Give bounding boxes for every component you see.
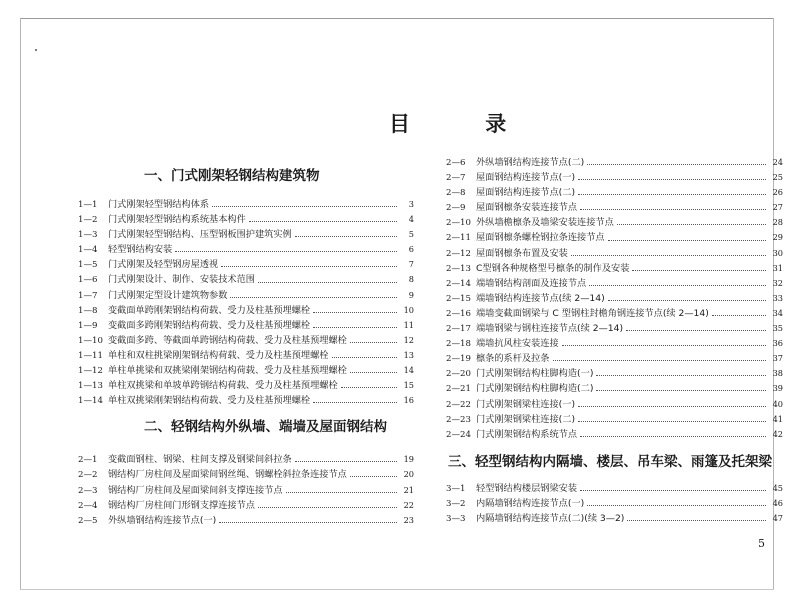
entry-title: 门式刚架钢结构柱脚构造(二) [476, 383, 594, 395]
dot-leader [350, 342, 397, 343]
entry-number: 2—11 [446, 233, 471, 244]
dot-leader [712, 315, 766, 316]
entry-number: 2—4 [78, 500, 98, 511]
entry-page: 15 [403, 380, 414, 391]
toc-entry[interactable] [78, 378, 414, 393]
entry-number: 3—3 [446, 513, 466, 524]
entry-page: 14 [403, 365, 414, 376]
entry-title: 檩条的系杆及拉条 [476, 353, 550, 365]
entry-page: 27 [772, 202, 783, 213]
section-heading-2: 二、轻钢结构外纵墙、端墙及屋面钢结构 [144, 419, 387, 436]
entry-title: 屋面钢檩条布置及安装 [476, 247, 568, 259]
entry-number: 1—4 [78, 245, 98, 256]
toc-entry[interactable] [78, 227, 414, 242]
toc-entry[interactable] [446, 246, 783, 261]
entry-title: 门式刚架轻型钢结构系统基本构件 [108, 214, 246, 226]
toc-entry[interactable] [78, 393, 414, 408]
entry-title: C型钢各种规格型号檩条的制作及安装 [476, 262, 630, 274]
dot-leader [580, 436, 766, 437]
entry-page: 10 [403, 304, 414, 315]
toc-entry[interactable] [446, 351, 783, 366]
toc-entry[interactable] [446, 397, 783, 412]
entry-number: 2—12 [446, 248, 471, 259]
entry-title: 变截面单跨刚架钢结构荷载、受力及柱基预埋螺栓 [108, 304, 311, 316]
dot-leader [608, 300, 766, 301]
entry-title: 内隔墙钢结构连接节点(二)(续 3—2) [476, 512, 625, 524]
entry-title: 门式刚架定型设计建筑物参数 [108, 289, 228, 301]
entry-number: 2—6 [446, 158, 466, 168]
toc-entry[interactable] [78, 363, 414, 378]
toc-entry[interactable] [78, 212, 414, 227]
entry-title: 轻型钢结构安装 [108, 244, 173, 256]
dot-leader [578, 421, 766, 422]
entry-title: 变截面钢柱、钢梁、柱间支撑及钢梁间斜拉条 [108, 454, 292, 466]
dot-leader [258, 282, 397, 283]
toc-entry[interactable] [446, 261, 783, 276]
entry-number: 2—19 [446, 354, 471, 365]
entry-title: 屋面钢檩条安装连接节点 [476, 202, 578, 214]
toc-entry[interactable] [78, 513, 414, 528]
toc-entry[interactable] [446, 336, 783, 351]
entry-number: 1—1 [78, 200, 98, 210]
entry-page: 32 [772, 277, 783, 288]
toc-entry[interactable] [446, 200, 783, 215]
entry-title: 变截面多跨、等截面单跨钢结构荷载、受力及柱基预埋螺栓 [108, 334, 347, 346]
entry-title: 门式刚架设计、制作、安装技术范围 [108, 274, 255, 286]
dot-leader [596, 390, 766, 391]
dot-leader [295, 236, 397, 237]
toc-entry[interactable] [446, 496, 783, 511]
entry-page: 21 [403, 484, 414, 495]
entry-page: 46 [772, 497, 783, 508]
dot-leader [596, 375, 766, 376]
entry-title: 单柱双挑梁和单坡单跨钢结构荷载、受力及柱基预埋螺栓 [108, 380, 338, 392]
entry-page: 31 [772, 262, 783, 273]
entry-page: 47 [772, 512, 783, 523]
dot-leader [221, 266, 397, 267]
entry-page: 3 [408, 199, 414, 209]
entry-number: 1—3 [78, 230, 98, 241]
toc-entry[interactable] [446, 306, 783, 321]
entry-number: 1—14 [78, 396, 103, 407]
dot-leader [617, 224, 766, 225]
dot-leader [580, 209, 766, 210]
section-3-entries [446, 481, 783, 526]
entry-page: 4 [408, 214, 414, 225]
dot-leader [578, 406, 766, 407]
entry-title: 门式刚架钢梁柱连接(二) [476, 413, 576, 425]
dot-leader [626, 330, 766, 331]
entry-number: 3—2 [446, 498, 466, 509]
entry-title: 内隔墙钢结构连接节点(一) [476, 497, 585, 509]
toc-entry[interactable] [78, 318, 414, 333]
toc-left-column [78, 165, 414, 528]
toc-entry[interactable] [446, 155, 783, 170]
entry-page: 25 [772, 172, 783, 183]
entry-number: 2—9 [446, 203, 466, 214]
entry-number: 2—20 [446, 369, 471, 380]
dot-leader [332, 357, 398, 358]
entry-number: 2—3 [78, 485, 98, 496]
dot-leader [350, 476, 397, 477]
entry-number: 2—7 [446, 173, 466, 184]
dot-leader [219, 522, 397, 523]
entry-title: 外纵墙钢结构连接节点(一) [108, 514, 217, 526]
entry-number: 2—1 [78, 455, 98, 466]
dot-leader [627, 520, 766, 521]
entry-number: 2—8 [446, 188, 466, 199]
entry-page: 19 [403, 454, 414, 465]
toc-entry[interactable] [78, 242, 414, 257]
entry-number: 2—14 [446, 278, 471, 289]
entry-page: 8 [408, 274, 414, 285]
dot-leader [230, 297, 397, 298]
entry-number: 2—24 [446, 429, 471, 440]
entry-title: 门式刚架钢结构柱脚构造(一) [476, 368, 594, 380]
entry-title: 门式刚架及轻型钢房屋透视 [108, 259, 219, 271]
dot-leader [608, 240, 766, 241]
dot-leader [580, 490, 766, 491]
entry-title: 端墙钢梁与钢柱连接节点(续 2—14) [476, 323, 624, 335]
dot-leader [258, 507, 397, 508]
entry-page: 16 [403, 395, 414, 406]
toc-entry[interactable] [446, 427, 783, 442]
entry-title: 钢结构厂房柱间门形钢支撑连接节点 [108, 499, 255, 511]
entry-title: 单柱双挑梁刚架钢结构荷载、受力及柱基预埋螺栓 [108, 395, 311, 407]
toc-entry[interactable] [446, 321, 783, 336]
dot-leader [578, 179, 766, 180]
toc-entry[interactable] [78, 483, 414, 498]
entry-number: 1—2 [78, 215, 98, 226]
entry-page: 39 [772, 383, 783, 394]
toc-right-column [446, 155, 783, 526]
dot-leader [313, 402, 397, 403]
toc-entry[interactable] [446, 366, 783, 381]
dot-leader [578, 194, 766, 195]
entry-page: 12 [403, 334, 414, 345]
entry-page: 33 [772, 292, 783, 303]
entry-number: 1—5 [78, 260, 98, 271]
entry-title: 单柱和双柱挑梁刚架钢结构荷载、受力及柱基预埋螺栓 [108, 349, 329, 361]
toc-entry[interactable] [446, 481, 783, 496]
dot-leader [175, 251, 397, 252]
dot-leader [587, 505, 766, 506]
dot-leader [295, 461, 397, 462]
entry-title: 屋面钢檩条螺栓钢拉条连接节点 [476, 232, 605, 244]
page-frame-left [20, 18, 21, 590]
section-heading-3: 三、轻型钢结构内隔墙、楼层、吊车梁、雨篷及托架梁 [448, 453, 772, 470]
entry-page: 23 [403, 514, 414, 525]
dot-leader [553, 360, 767, 361]
entry-page: 6 [408, 244, 414, 255]
entry-title: 门式刚架钢结构系统节点 [476, 428, 578, 440]
section-2-continued-entries [446, 155, 783, 442]
entry-number: 2—17 [446, 324, 471, 335]
page-number: 5 [758, 537, 765, 550]
toc-entry[interactable] [446, 170, 783, 185]
toc-entry[interactable] [78, 452, 414, 467]
toc-entry[interactable] [78, 257, 414, 272]
entry-page: 40 [772, 398, 783, 409]
dot-leader [249, 221, 397, 222]
entry-title: 变截面多跨刚架钢结构荷载、受力及柱基预埋螺栓 [108, 319, 311, 331]
entry-title: 屋面钢结构连接节点(一) [476, 172, 576, 184]
entry-page: 26 [772, 187, 783, 198]
toc-entry[interactable] [446, 215, 783, 230]
toc-entry[interactable] [78, 498, 414, 513]
entry-page: 7 [408, 259, 414, 270]
dot-leader [571, 255, 766, 256]
entry-page: 29 [772, 232, 783, 243]
toc-entry[interactable] [78, 197, 414, 212]
entry-number: 1—13 [78, 381, 103, 392]
entry-number: 2—2 [78, 470, 98, 481]
entry-number: 1—12 [78, 366, 103, 377]
page-title: 目 录 [389, 112, 541, 136]
entry-number: 1—7 [78, 290, 98, 301]
entry-page: 20 [403, 469, 414, 480]
entry-page: 24 [772, 157, 783, 167]
entry-number: 2—15 [446, 293, 471, 304]
entry-page: 22 [403, 499, 414, 510]
dot-leader [589, 285, 766, 286]
entry-page: 37 [772, 353, 783, 364]
toc-entry[interactable] [446, 276, 783, 291]
dot-leader [632, 270, 766, 271]
entry-number: 2—5 [78, 515, 98, 526]
entry-title: 屋面钢结构连接节点(二) [476, 187, 576, 199]
entry-number: 2—22 [446, 399, 471, 410]
entry-number: 2—21 [446, 384, 471, 395]
dot-leader [341, 387, 397, 388]
toc-entry[interactable] [78, 288, 414, 303]
toc-entry[interactable] [78, 303, 414, 318]
entry-title: 门式刚架轻型钢结构体系 [108, 199, 210, 210]
toc-entry[interactable] [446, 291, 783, 306]
section-heading-1: 一、门式刚架轻钢结构建筑物 [144, 168, 320, 184]
entry-title: 轻型钢结构楼层钢梁安装 [476, 482, 578, 494]
toc-entry[interactable] [78, 348, 414, 363]
dot-leader [313, 312, 397, 313]
page-frame-top [20, 18, 774, 19]
entry-title: 钢结构厂房柱间及屋面梁间斜支撑连接节点 [108, 484, 283, 496]
entry-title: 外纵墙檐檩条及墙梁安装连接节点 [476, 217, 614, 229]
entry-page: 5 [408, 229, 414, 240]
entry-number: 2—10 [446, 218, 471, 229]
toc-entry[interactable] [446, 511, 783, 526]
page-frame-bottom [20, 589, 774, 590]
entry-page: 38 [772, 368, 783, 379]
entry-title: 端墙钢结构连接节点(续 2—14) [476, 292, 605, 304]
dot-leader [350, 372, 397, 373]
entry-title: 门式刚架钢梁柱连接(一) [476, 398, 576, 410]
scan-speck [35, 49, 37, 51]
toc-entry[interactable] [446, 185, 783, 200]
entry-number: 1—8 [78, 305, 98, 316]
entry-title: 端墙抗风柱安装连接 [476, 338, 559, 350]
entry-page: 36 [772, 338, 783, 349]
entry-number: 2—13 [446, 263, 471, 274]
entry-number: 3—1 [446, 483, 466, 494]
entry-page: 35 [772, 323, 783, 334]
dot-leader [286, 492, 397, 493]
section-1-entries [78, 197, 414, 408]
entry-number: 1—10 [78, 335, 103, 346]
entry-number: 2—18 [446, 339, 471, 350]
entry-number: 2—16 [446, 308, 471, 319]
toc-entry[interactable] [446, 412, 783, 427]
toc-entry[interactable] [446, 230, 783, 245]
entry-page: 30 [772, 247, 783, 258]
entry-number: 1—11 [78, 350, 103, 361]
entry-title: 钢结构厂房柱间及屋面梁间钢丝绳、钢螺栓斜拉条连接节点 [108, 469, 347, 481]
dot-leader [313, 327, 397, 328]
toc-entry[interactable] [78, 333, 414, 348]
entry-title: 单柱单挑梁和双挑梁刚架钢结构荷载、受力及柱基预埋螺栓 [108, 365, 347, 377]
entry-page: 28 [772, 217, 783, 228]
toc-entry[interactable] [78, 467, 414, 482]
entry-page: 11 [403, 319, 414, 330]
entry-page: 45 [772, 482, 783, 493]
entry-page: 34 [772, 307, 783, 318]
entry-number: 1—9 [78, 320, 98, 331]
dot-leader [587, 164, 766, 165]
entry-title: 外纵墙钢结构连接节点(二) [476, 157, 585, 168]
entry-number: 2—23 [446, 414, 471, 425]
toc-entry[interactable] [78, 272, 414, 287]
entry-page: 41 [772, 413, 783, 424]
entry-page: 42 [772, 428, 783, 439]
entry-title: 门式刚架轻型钢结构、压型钢板围护建筑实例 [108, 229, 292, 241]
section-2-entries [78, 452, 414, 527]
dot-leader [212, 206, 397, 207]
toc-entry[interactable] [446, 381, 783, 396]
entry-title: 端墙变截面钢梁与 C 型钢柱封檐角钢连接节点(续 2—14) [476, 307, 709, 319]
entry-page: 9 [408, 289, 414, 300]
entry-page: 13 [403, 349, 414, 360]
entry-number: 1—6 [78, 275, 98, 286]
entry-title: 端墙钢结构剖面及连接节点 [476, 277, 587, 289]
dot-leader [562, 345, 766, 346]
